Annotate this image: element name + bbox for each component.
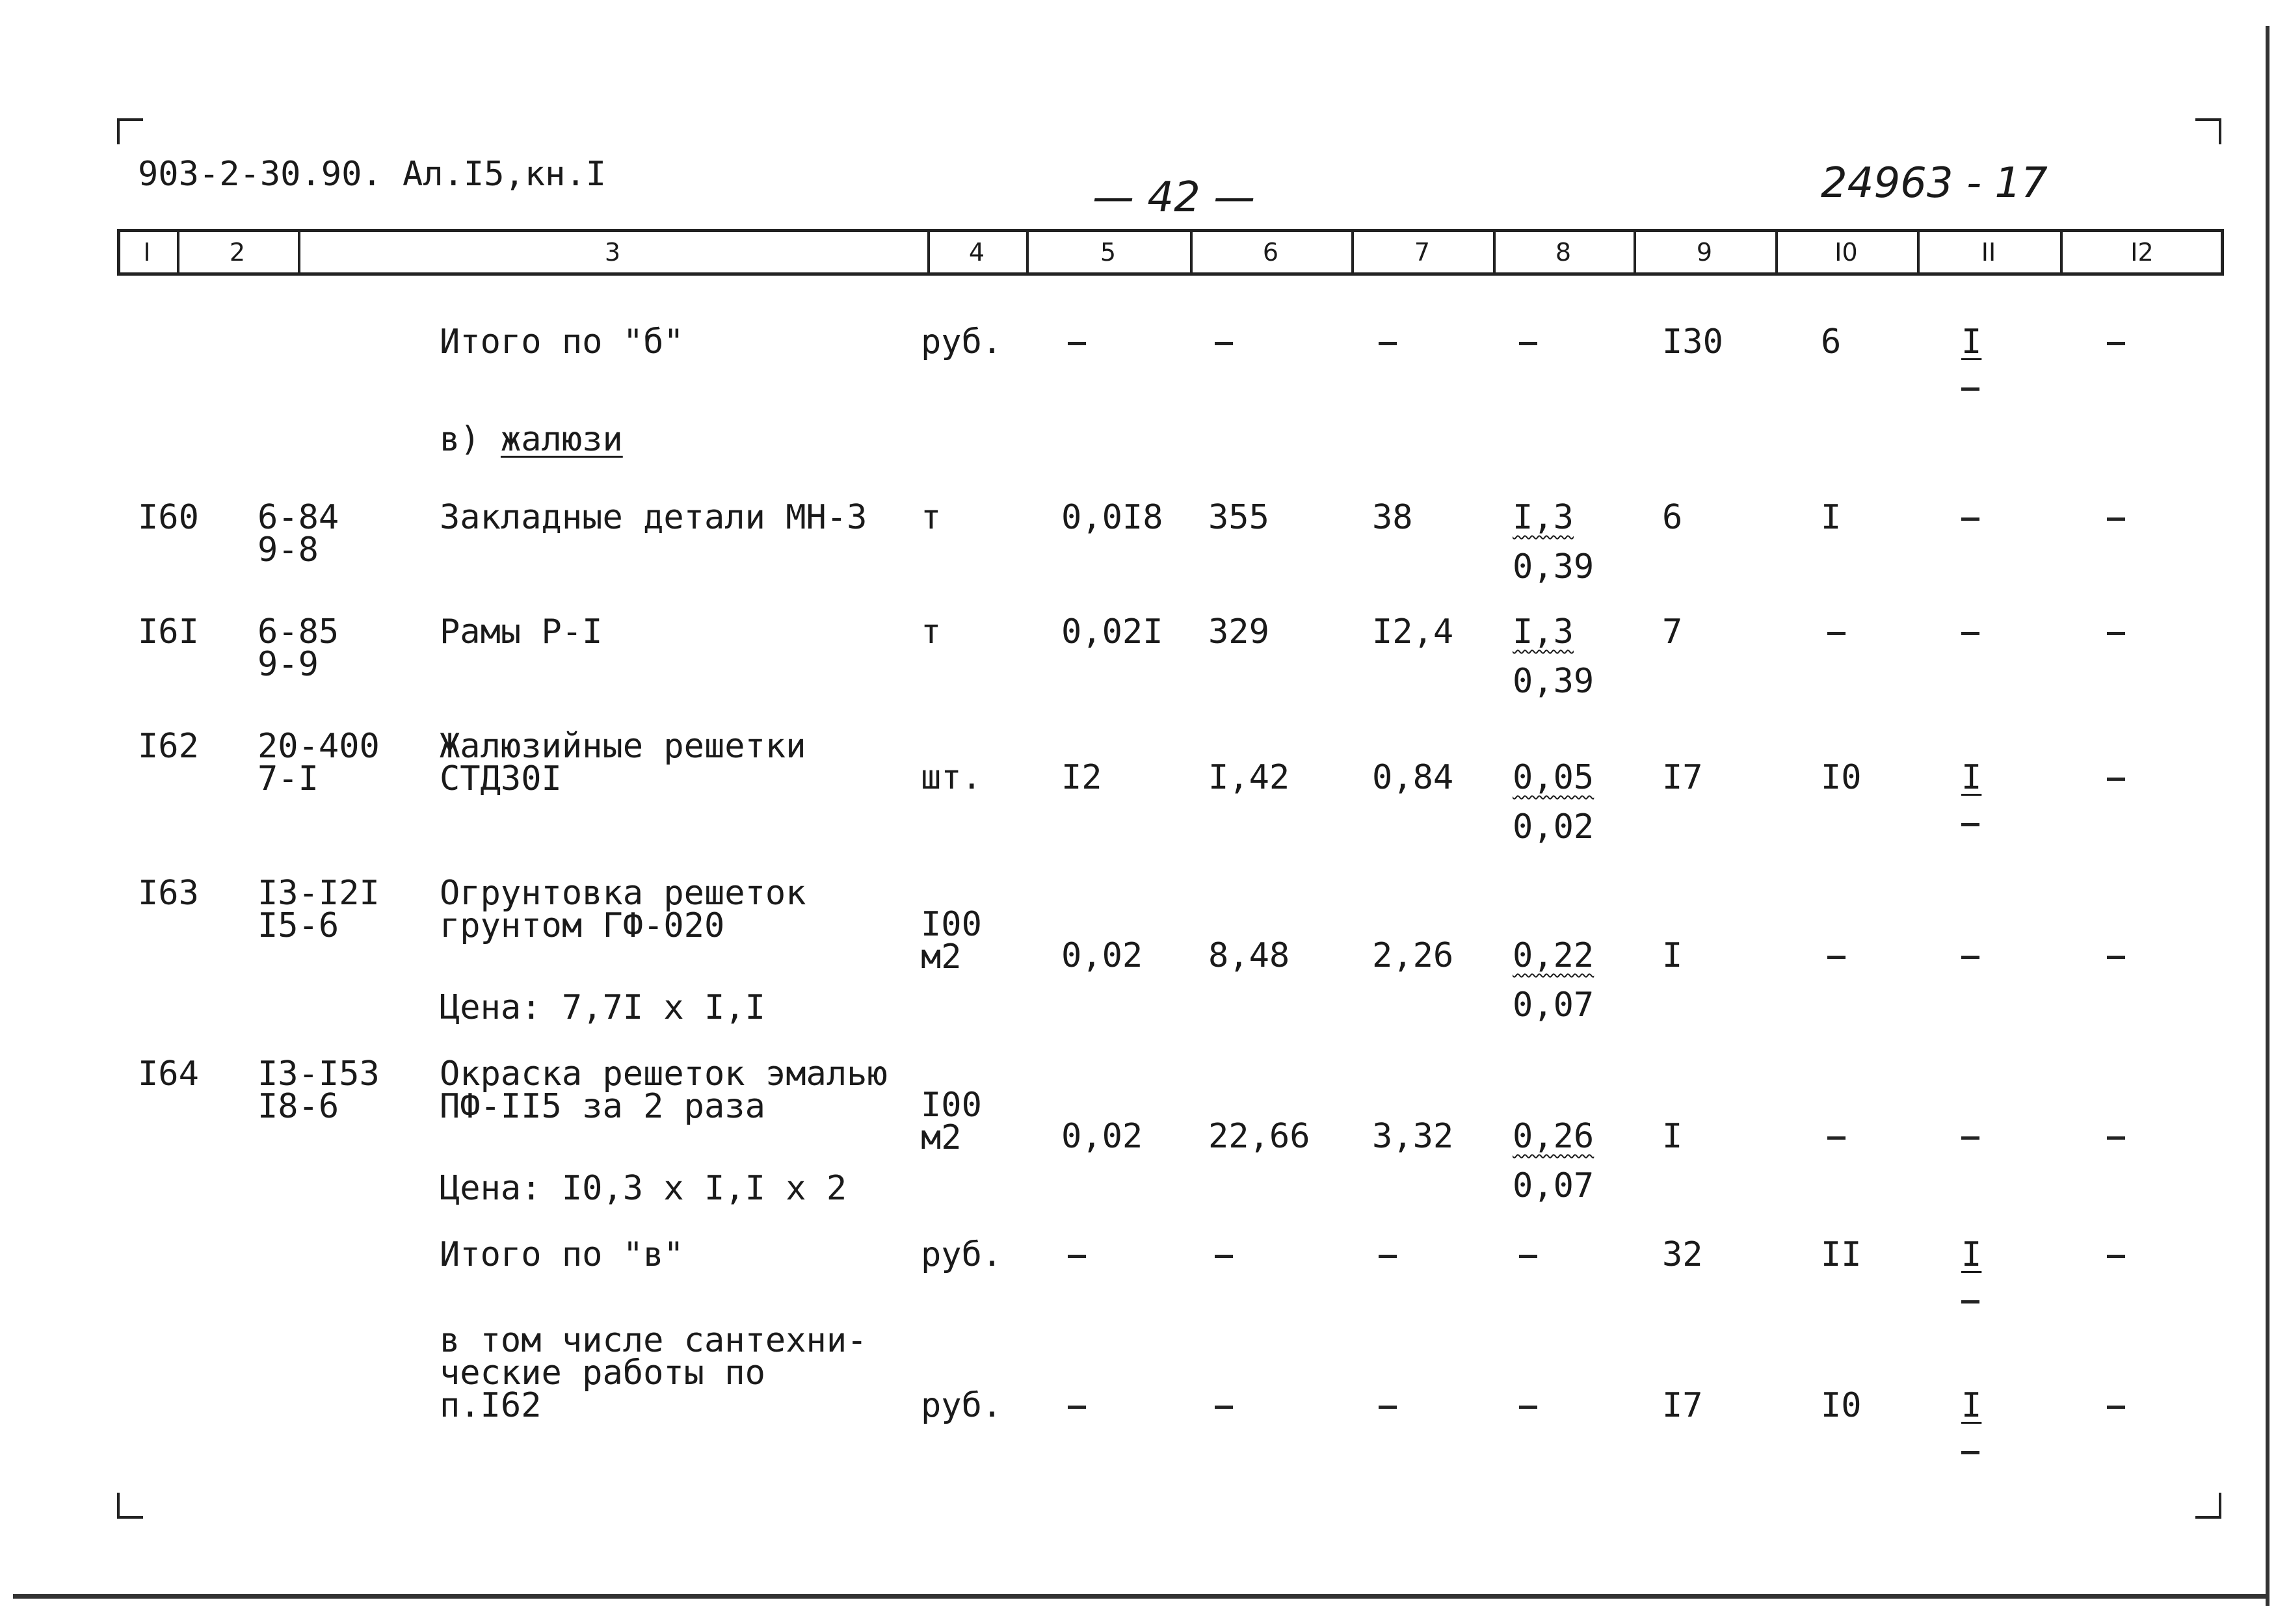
work-description: ческие работы по: [440, 1354, 765, 1393]
unit: м2: [921, 1118, 962, 1157]
value-c11: I: [1961, 1235, 1982, 1274]
value-c10: I0: [1821, 758, 1862, 797]
work-description: Закладные детали МН-3: [440, 498, 867, 537]
dash-mark: [1961, 632, 1979, 635]
value-c9: I30: [1662, 322, 1723, 361]
dash-mark: [2107, 1136, 2125, 1140]
value-c8-top: I,3: [1513, 612, 1574, 651]
dash-mark: [1961, 956, 1979, 959]
dash-mark: [2107, 632, 2125, 635]
corner-mark-top-right: [2195, 118, 2221, 144]
value-c10: 6: [1821, 322, 1842, 361]
value-c9: I7: [1662, 1386, 1703, 1425]
column-number: 2: [229, 238, 246, 267]
value-c5: 0,02: [1061, 936, 1143, 975]
value-c8-top: 0,26: [1513, 1117, 1594, 1156]
value-c9: I: [1662, 1117, 1683, 1156]
norm-code: 6-85: [258, 612, 339, 651]
value-c8-bottom: 0,39: [1513, 662, 1594, 701]
dash-mark: [1379, 342, 1397, 345]
work-description: п.I62: [440, 1386, 542, 1425]
row-number: I64: [138, 1054, 199, 1094]
dash-mark: [2107, 1406, 2125, 1409]
norm-code: I3-I2I: [258, 874, 380, 913]
work-description: Огрунтовка решеток: [440, 874, 806, 913]
value-c6: 329: [1208, 612, 1269, 651]
column-number: 7: [1414, 238, 1431, 267]
column-number: II: [1981, 238, 1996, 267]
norm-code: 9-8: [258, 530, 319, 570]
corner-mark-top-left: [117, 118, 143, 144]
value-c8-top: 0,05: [1513, 758, 1594, 797]
value-c9: 6: [1662, 498, 1683, 537]
value-c7: 3,32: [1372, 1117, 1454, 1156]
dash-mark: [1215, 1255, 1233, 1258]
price-formula: Цена: I0,3 x I,I x 2: [440, 1169, 847, 1208]
value-c10: I0: [1821, 1386, 1862, 1425]
dash-mark: [2107, 956, 2125, 959]
work-description: грунтом ГФ-020: [440, 906, 725, 945]
document-stamp-number: 24963 - 17: [1821, 159, 2048, 207]
dash-mark: [1379, 1406, 1397, 1409]
value-c6: 355: [1208, 498, 1269, 537]
column-number: 6: [1262, 238, 1279, 267]
row-number: I63: [138, 874, 199, 913]
dash-mark: [1215, 342, 1233, 345]
dash-mark: [2107, 778, 2125, 781]
work-description: СТД30I: [440, 759, 562, 798]
value-c5: 0,02: [1061, 1117, 1143, 1156]
section-heading-underlined: жалюзи: [500, 420, 623, 459]
dash-mark: [2107, 1255, 2125, 1258]
price-formula: Цена: 7,7I x I,I: [440, 988, 765, 1027]
dash-mark: [2107, 342, 2125, 345]
row-number: I62: [138, 727, 199, 766]
norm-code: 20-400: [258, 727, 380, 766]
document-code: 903-2-30.90. Ал.I5,кн.I: [138, 155, 607, 194]
value-c8-bottom: 0,39: [1513, 547, 1594, 586]
value-c11: I: [1961, 758, 1982, 797]
row-number: I6I: [138, 612, 199, 651]
dash-mark: [1827, 956, 1846, 959]
dash-mark: [1068, 342, 1086, 345]
dash-mark: [1827, 632, 1846, 635]
dash-mark: [2107, 517, 2125, 521]
norm-code: 7-I: [258, 759, 319, 798]
value-c9: 32: [1662, 1235, 1703, 1274]
row-number: I60: [138, 498, 199, 537]
value-c7: 0,84: [1372, 758, 1454, 797]
page-number: — 42 —: [1092, 174, 1256, 222]
dash-mark: [1215, 1406, 1233, 1409]
norm-code: 6-84: [258, 498, 339, 537]
value-c9: 7: [1662, 612, 1683, 651]
norm-code: 9-9: [258, 645, 319, 684]
value-c6: 22,66: [1208, 1117, 1310, 1156]
value-c7: 38: [1372, 498, 1413, 537]
work-description: Итого по "б": [440, 322, 684, 361]
work-description: ПФ-II5 за 2 раза: [440, 1087, 765, 1126]
value-c6: I,42: [1208, 758, 1290, 797]
norm-code: I8-6: [258, 1087, 339, 1126]
dash-mark: [1379, 1255, 1397, 1258]
value-c11: I: [1961, 1386, 1982, 1425]
unit: м2: [921, 937, 962, 976]
norm-code: I3-I53: [258, 1054, 380, 1094]
work-description: Жалюзийные решетки: [440, 727, 806, 766]
value-c11: I: [1961, 322, 1982, 361]
work-description: в том числе сантехни-: [440, 1321, 867, 1360]
page-right-border: [2266, 26, 2269, 1606]
value-c5: I2: [1061, 758, 1102, 797]
value-c10: II: [1821, 1235, 1862, 1274]
work-description: Рамы Р-I: [440, 612, 603, 651]
section-heading: в) жалюзи: [440, 420, 623, 459]
column-number: 9: [1696, 238, 1713, 267]
unit: I00: [921, 1086, 982, 1125]
value-c5: 0,02I: [1061, 612, 1163, 651]
dash-mark: [1961, 1451, 1979, 1454]
dash-mark: [1068, 1406, 1086, 1409]
column-number: 5: [1100, 238, 1117, 267]
work-description: Итого по "в": [440, 1235, 684, 1274]
value-c8-top: 0,22: [1513, 936, 1594, 975]
dash-mark: [1827, 1136, 1846, 1140]
unit: руб.: [921, 1386, 1003, 1425]
dash-mark: [1961, 823, 1979, 826]
column-number: I2: [2130, 238, 2154, 267]
dash-mark: [1961, 1136, 1979, 1140]
corner-mark-bottom-right: [2195, 1493, 2221, 1519]
page-bottom-border: [13, 1594, 2269, 1599]
norm-code: I5-6: [258, 906, 339, 945]
dash-mark: [1961, 387, 1979, 391]
unit: руб.: [921, 1235, 1003, 1274]
column-number: I0: [1834, 238, 1858, 267]
value-c9: I: [1662, 936, 1683, 975]
value-c7: 2,26: [1372, 936, 1454, 975]
unit: I00: [921, 905, 982, 944]
dash-mark: [1519, 1406, 1537, 1409]
value-c9: I7: [1662, 758, 1703, 797]
value-c8-bottom: 0,07: [1513, 1166, 1594, 1205]
dash-mark: [1068, 1255, 1086, 1258]
unit: руб.: [921, 322, 1003, 361]
value-c8-bottom: 0,07: [1513, 986, 1594, 1025]
dash-mark: [1961, 517, 1979, 521]
column-number: 8: [1555, 238, 1572, 267]
value-c8-top: I,3: [1513, 498, 1574, 537]
corner-mark-bottom-left: [117, 1493, 143, 1519]
column-number: 4: [968, 238, 985, 267]
value-c5: 0,0I8: [1061, 498, 1163, 537]
value-c8-bottom: 0,02: [1513, 807, 1594, 846]
unit: т: [921, 498, 942, 537]
unit: шт.: [921, 758, 982, 797]
unit: т: [921, 612, 942, 651]
column-number: I: [143, 238, 151, 267]
dash-mark: [1961, 1300, 1979, 1303]
value-c10: I: [1821, 498, 1842, 537]
column-number: 3: [604, 238, 621, 267]
dash-mark: [1519, 342, 1537, 345]
work-description: Окраска решеток эмалью: [440, 1054, 888, 1094]
value-c7: I2,4: [1372, 612, 1454, 651]
value-c6: 8,48: [1208, 936, 1290, 975]
dash-mark: [1519, 1255, 1537, 1258]
